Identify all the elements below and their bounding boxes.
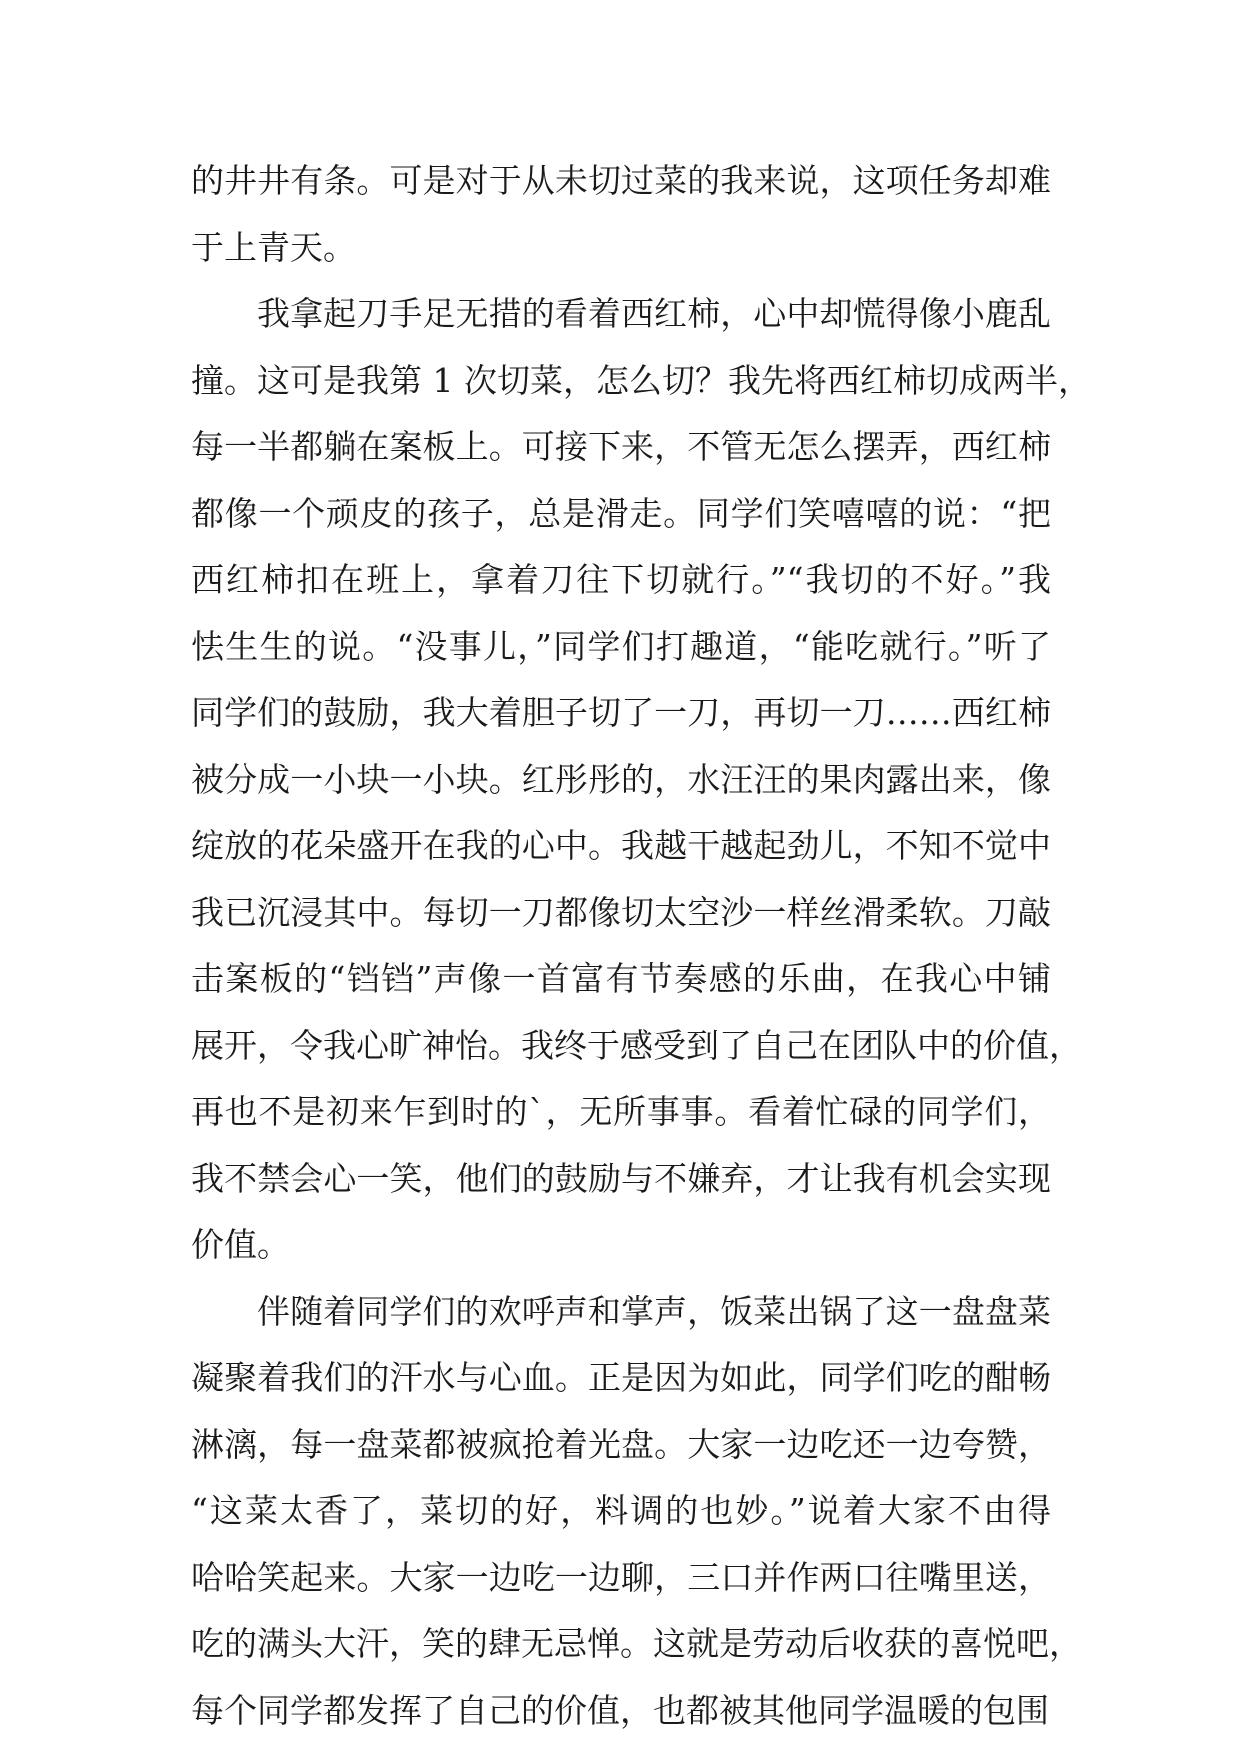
text-line: 价值。 <box>191 1225 290 1264</box>
text-line: 展开，令我心旷神怡。我终于感受到了自己在团队中的价值， <box>191 1025 1082 1065</box>
text-line: 凝聚着我们的汗水与心血。正是因为如此，同学们吃的酣畅 <box>191 1358 1051 1397</box>
text-line: 被分成一小块一小块。红彤彤的，水汪汪的果肉露出来，像 <box>191 759 1051 799</box>
text-line: “这菜太香了，菜切的好，料调的也妙。”说着大家不由得 <box>191 1491 1051 1530</box>
text-line: 我不禁会心一笑，他们的鼓励与不嫌弃，才让我有机会实现 <box>191 1158 1051 1198</box>
text-line: 每个同学都发挥了自己的价值，也都被其他同学温暖的包围 <box>191 1690 1049 1730</box>
text-line: 同学们的鼓励，我大着胆子切了一刀，再切一刀……西红柿 <box>191 693 1051 732</box>
text-line: 我已沉浸其中。每切一刀都像切太空沙一样丝滑柔软。刀敲 <box>191 892 1051 932</box>
text-line: 怯生生的说。“没事儿，”同学们打趣道，“能吃就行。”听了 <box>191 626 1051 666</box>
text-line: 西红柿扣在班上，拿着刀往下切就行。”“我切的不好。”我 <box>191 560 1051 599</box>
text-line: 都像一个顽皮的孩子，总是滑走。同学们笑嘻嘻的说：“把 <box>191 493 1051 533</box>
text-line: 再也不是初来乍到时的`，无所事事。看着忙碌的同学们， <box>191 1092 1051 1131</box>
text-line: 吃的满头大汗，笑的肆无忌惮。这就是劳动后收获的喜悦吧， <box>191 1624 1082 1663</box>
text-line: 击案板的“铛铛”声像一首富有节奏感的乐曲，在我心中铺 <box>191 959 1051 998</box>
text-line: 伴随着同学们的欢呼声和掌声，饭菜出锅了这一盘盘菜 <box>257 1291 1051 1331</box>
text-line: 淋漓，每一盘菜都被疯抢着光盘。大家一边吃还一边夸赞， <box>191 1424 1051 1464</box>
text-line: 撞。这可是我第 1 次切菜，怎么切？我先将西红柿切成两半， <box>191 360 1091 400</box>
text-line: 哈哈笑起来。大家一边吃一边聊，三口并作两口往嘴里送， <box>191 1557 1051 1597</box>
text-line: 每一半都躺在案板上。可接下来，不管无怎么摆弄，西红柿 <box>191 427 1051 466</box>
text-line: 绽放的花朵盛开在我的心中。我越干越起劲儿，不知不觉中 <box>191 826 1051 865</box>
text-line: 的井井有条。可是对于从未切过菜的我来说，这项任务却难 <box>191 161 1051 200</box>
text-line: 于上青天。 <box>191 227 356 267</box>
text-line: 我拿起刀手足无措的看着西红柿，心中却慌得像小鹿乱 <box>257 294 1051 333</box>
